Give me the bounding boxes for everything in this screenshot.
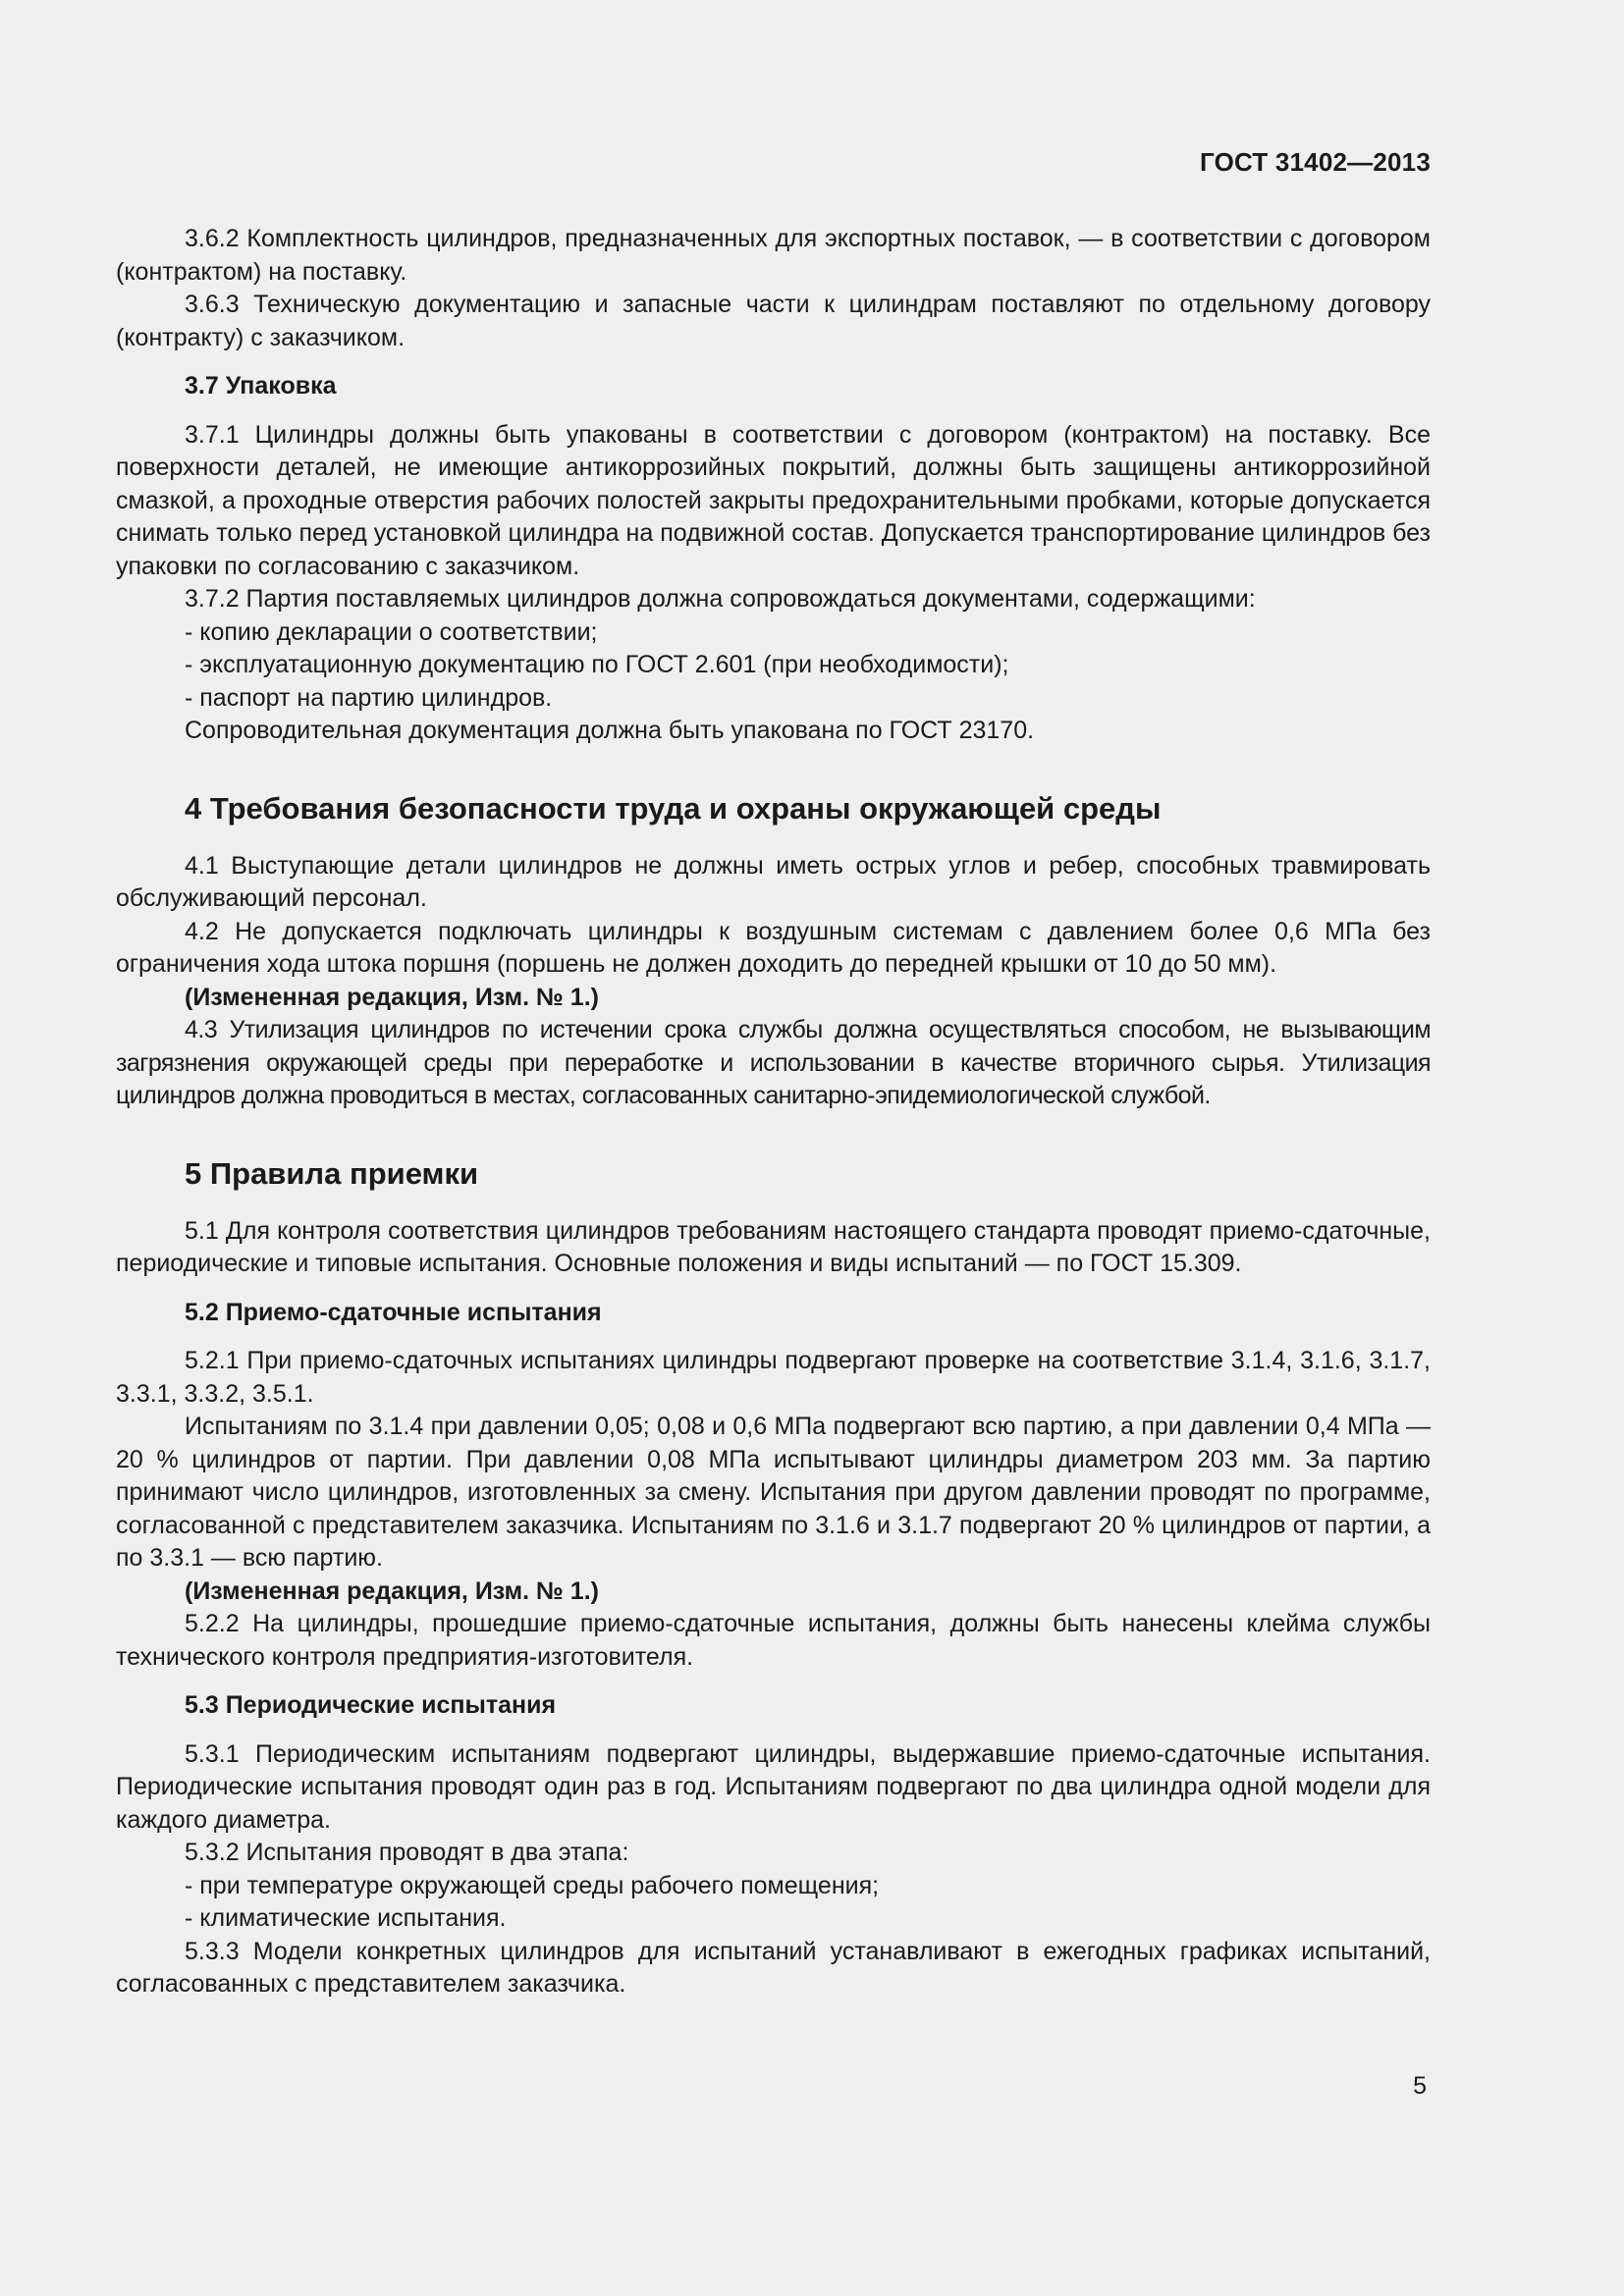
document-page: [116, 0, 1431, 2296]
subsection-heading-3-7: 3.7 Упаковка: [185, 372, 337, 400]
clause-5-2-1: 5.2.1 При приемо-сдаточных испытаниях цилиндры подвергают проверке на соответствие 3.1.4, 3.1.6, 3.1.7, 3.3.1, 3.3.2, 3.5.1.: [116, 1347, 1431, 1408]
list-item: - климатические испытания.: [185, 1904, 507, 1932]
clause-4-3: 4.3 Утилизация цилиндров по истечении срока службы должна осуществляться способом, не вызывающим загрязнения окружающей среды при переработке и использовании в качестве вторичного сырья. Утилизация цилиндров должна проводиться в местах, согласованных санитарно-эпидемиологической службой.: [116, 1016, 1431, 1109]
document-code-header: ГОСТ 31402—2013: [1200, 147, 1431, 177]
clause-5-2-1-continuation: Испытаниям по 3.1.4 при давлении 0,05; 0,08 и 0,6 МПа подвергают всю партию, а при давлении 0,4 МПа — 20 % цилиндров от партии. При давлении 0,08 МПа испытывают цилиндры диаметром 203 мм. За партию принимают число цилиндров, изготовленных за смену. Испытания при другом давлении проводят по программе, согласованной с представителем заказчика. Испытаниям по 3.1.6 и 3.1.7 подвергают 20 % цилиндров от партии, а по 3.3.1 — всю партию.: [116, 1413, 1431, 1572]
clause-4-1: 4.1 Выступающие детали цилиндров не должны иметь острых углов и ребер, способных травмировать обслуживающий персонал.: [116, 851, 1431, 912]
clause-3-7-2-continuation: Сопроводительная документация должна быть упакована по ГОСТ 23170.: [185, 717, 1035, 744]
clause-5-1: 5.1 Для контроля соответствия цилиндров требованиям настоящего стандарта проводят приемо-сдаточные, периодические и типовые испытания. Основные положения и виды испытаний — по ГОСТ 15.309.: [116, 1216, 1431, 1277]
subsection-heading-5-2: 5.2 Приемо-сдаточные испытания: [185, 1298, 602, 1326]
document-body: [116, 223, 1431, 2002]
clause-5-3-3: 5.3.3 Модели конкретных цилиндров для испытаний устанавливают в ежегодных графиках испытаний, согласованных с представителем заказчика.: [116, 1937, 1431, 1998]
clause-3-7-2: 3.7.2 Партия поставляемых цилиндров должна сопровождаться документами, содержащими:: [185, 585, 1256, 613]
section-heading-5: 5 Правила приемки: [185, 1155, 479, 1191]
clause-3-6-2: 3.6.2 Комплектность цилиндров, предназначенных для экспортных поставок, — в соответствии с договором (контрактом) на поставку.: [116, 225, 1431, 286]
list-item: - паспорт на партию цилиндров.: [185, 683, 553, 712]
page-number: 5: [1413, 2072, 1427, 2100]
clause-3-7-1: 3.7.1 Цилиндры должны быть упакованы в соответствии с договором (контрактом) на поставку. Все поверхности деталей, не имеющие антикоррозийных покрытий, должны быть защищены антикоррозийной смазкой, а проходные отверстия рабочих полостей закрыты предохранительными пробками, которые допускается снимать только перед установкой цилиндра на подвижной состав. Допускается транспортирование цилиндров без упаковки по согласованию с заказчиком.: [116, 420, 1431, 580]
subsection-heading-5-3: 5.3 Периодические испытания: [185, 1691, 557, 1719]
clause-5-3-2: 5.3.2 Испытания проводят в два этапа:: [185, 1839, 629, 1866]
clause-5-2-2: 5.2.2 На цилиндры, прошедшие приемо-сдаточные испытания, должны быть нанесены клейма службы технического контроля предприятия-изготовителя.: [116, 1610, 1431, 1671]
amendment-note: (Измененная редакция, Изм. № 1.): [185, 1576, 599, 1605]
list-item: - при температуре окружающей среды рабочего помещения;: [185, 1871, 880, 1899]
clause-4-2: 4.2 Не допускается подключать цилиндры к воздушным системам с давлением более 0,6 МПа без ограничения хода штока поршня (поршень не должен доходить до передней крышки от 10 до 50 мм).: [116, 917, 1431, 978]
clause-5-3-1: 5.3.1 Периодическим испытаниям подвергают цилиндры, выдержавшие приемо-сдаточные испытания. Периодические испытания проводят один раз в год. Испытаниям подвергают по два цилиндра одной модели для каждого диаметра.: [116, 1739, 1431, 1834]
clause-3-6-3: 3.6.3 Техническую документацию и запасные части к цилиндрам поставляют по отдельному договору (контракту) с заказчиком.: [116, 291, 1431, 351]
list-item: - эксплуатационную документацию по ГОСТ 2.601 (при необходимости);: [185, 651, 1009, 678]
amendment-note: (Измененная редакция, Изм. № 1.): [185, 983, 599, 1011]
section-heading-4: 4 Требования безопасности труда и охраны окружающей среды: [185, 790, 1162, 826]
list-item: - копию декларации о соответствии;: [185, 617, 598, 646]
